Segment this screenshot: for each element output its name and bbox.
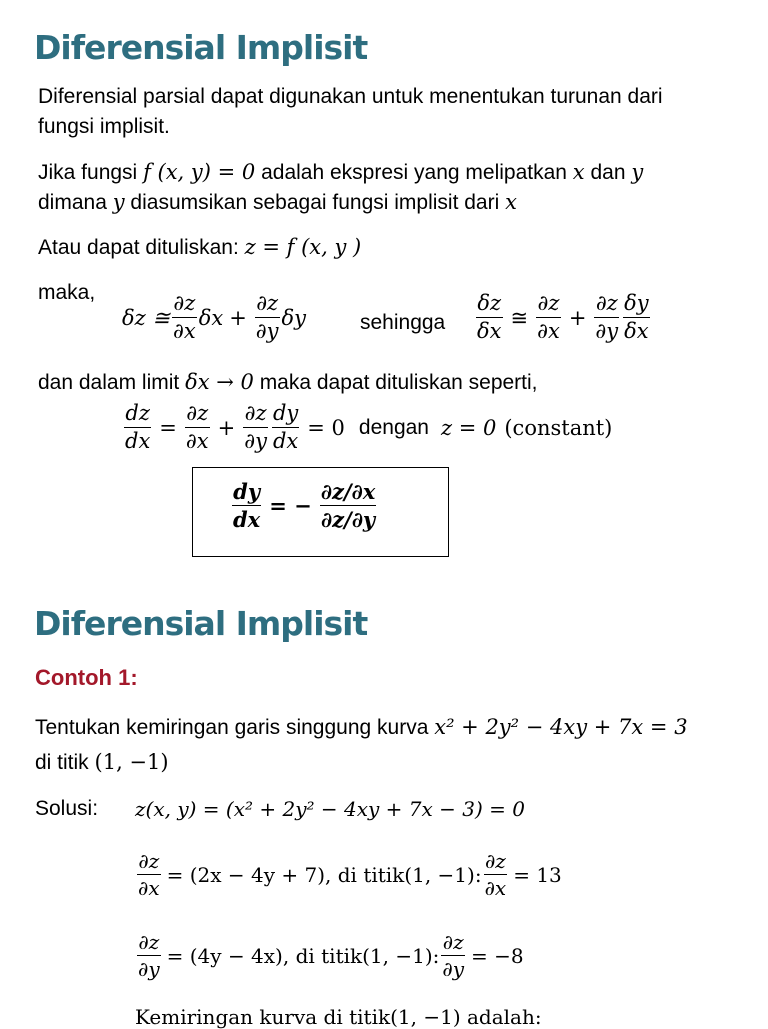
- numerator: ∂z: [138, 930, 160, 954]
- paragraph-line: Diferensial parsial dapat digunakan untuk menentukan turunan dari: [38, 85, 663, 108]
- text: diasumsikan sebagai fungsi implisit dari: [124, 191, 506, 214]
- partial-x-value: = 13: [513, 862, 562, 887]
- numerator: δy: [624, 291, 649, 315]
- partial-y-expression: = (4y − 4x), di titik(1, −1):: [166, 943, 440, 968]
- slide1-title: Diferensial Implisit: [34, 28, 368, 67]
- denominator: ∂x: [172, 319, 196, 344]
- math-delta-y: δy: [281, 305, 307, 330]
- math-x: x: [505, 190, 517, 214]
- math-z-zero: z = 0: [440, 415, 497, 440]
- math-limit: δx → 0: [185, 370, 254, 394]
- constant-label: (constant): [504, 415, 613, 440]
- sehingga-label: sehingga: [360, 311, 446, 334]
- solution-equation: z(x, y) = (x² + 2y² − 4xy + 7x − 3) = 0: [135, 797, 525, 821]
- math-y: y: [631, 160, 644, 184]
- numerator: ∂z: [186, 401, 209, 425]
- math-f-xy: f (x, y) = 0: [143, 160, 256, 184]
- denominator: ∂x: [138, 876, 160, 900]
- question-line: [35, 715, 688, 740]
- partial-x-row: [135, 850, 562, 899]
- denominator: ∂z/∂y: [320, 507, 376, 533]
- math-x: x: [572, 160, 585, 184]
- equals-sign: =: [159, 415, 177, 440]
- plus-sign: +: [217, 415, 236, 440]
- numerator: ∂z: [138, 849, 160, 873]
- question-line: [35, 750, 169, 775]
- paragraph-line-function: [38, 160, 643, 185]
- denominator: ∂y: [138, 957, 160, 981]
- text: adalah ekspresi yang melipatkan: [255, 161, 573, 184]
- chain-rule-equation: [122, 402, 612, 453]
- math-y: y: [112, 190, 125, 214]
- fraction-dz-dy: [594, 292, 619, 343]
- denominator: dx: [272, 429, 299, 454]
- math-point: (1, −1): [94, 750, 169, 774]
- fraction-dy-dx: [272, 402, 299, 453]
- slide2-title: Diferensial Implisit: [34, 604, 368, 643]
- math-z-eq: z = f (x, y ): [244, 235, 362, 259]
- math-dz-approx: δz ≅: [122, 305, 170, 330]
- fraction-dz-dy: [243, 402, 268, 453]
- numerator: ∂z/∂x: [320, 479, 376, 504]
- math-delta-x: δx: [198, 305, 224, 330]
- denominator: dx: [125, 429, 151, 454]
- fraction-delta-z-delta-x: [476, 292, 503, 343]
- partial-y-value: = −8: [471, 943, 524, 968]
- numerator: ∂z: [484, 849, 506, 873]
- paragraph-line: fungsi implisit.: [38, 115, 170, 138]
- numerator: dz: [125, 401, 150, 425]
- text: dan dalam limit: [38, 371, 186, 394]
- denominator: ∂y: [442, 957, 465, 981]
- dengan-label: dengan: [358, 415, 429, 439]
- denominator: ∂y: [595, 319, 619, 344]
- text: Tentukan kemiringan garis singgung kurva: [35, 716, 435, 739]
- text: Jika fungsi: [38, 161, 144, 184]
- fraction-dz-dy: [137, 931, 161, 980]
- math-curve: x² + 2y² − 4xy + 7x = 3: [434, 715, 688, 739]
- denominator: ∂x: [185, 429, 209, 454]
- slope-statement: Kemiringan kurva di titik(1, −1) adalah:: [135, 1005, 542, 1029]
- denominator: ∂y: [244, 429, 267, 454]
- denominator: δx: [624, 319, 649, 344]
- denominator: ∂x: [537, 319, 560, 344]
- denominator: dx: [233, 507, 261, 533]
- denominator: ∂y: [255, 319, 279, 344]
- numerator: ∂z: [442, 930, 464, 954]
- text: maka dapat dituliskan seperti,: [253, 371, 538, 394]
- approx-sign: ≅: [510, 305, 529, 330]
- numerator: ∂z: [173, 291, 196, 315]
- fraction-dz-dy: [255, 292, 280, 343]
- ratio-equation: [474, 292, 652, 343]
- paragraph-line-z: [38, 235, 361, 260]
- fraction-dz-dx: [536, 292, 561, 343]
- maka-label: maka,: [38, 281, 96, 304]
- fraction-dz-dx: [185, 402, 210, 453]
- numerator: ∂z: [256, 291, 279, 315]
- example-heading: Contoh 1:: [35, 665, 138, 690]
- paragraph-line-limit: [38, 370, 538, 395]
- partial-y-row: [135, 931, 524, 980]
- fraction-dz-dx-total: [124, 402, 151, 453]
- denominator: ∂x: [484, 876, 507, 900]
- total-differential-equation: [122, 292, 306, 343]
- plus-sign: +: [568, 305, 587, 330]
- fraction-dz-dx: [137, 850, 161, 899]
- implicit-derivative-formula: [230, 480, 378, 531]
- equals-minus: = −: [269, 493, 312, 519]
- plus-sign: +: [229, 305, 247, 330]
- partial-x-expression: = (2x − 4y + 7), di titik(1, −1):: [166, 862, 482, 887]
- fraction-dz-dx: [172, 292, 197, 343]
- numerator: ∂z: [244, 401, 267, 425]
- text: dimana: [38, 191, 113, 214]
- fraction-dy-dx: [232, 480, 261, 531]
- denominator: δx: [477, 319, 502, 344]
- solution-label: Solusi:: [35, 797, 99, 820]
- fraction-delta-y-delta-x: [623, 292, 650, 343]
- fraction-partials: [320, 480, 377, 531]
- fraction-dz-dy: [441, 931, 465, 980]
- text: di titik: [35, 751, 95, 774]
- numerator: dy: [233, 479, 261, 504]
- text: dan: [584, 161, 632, 184]
- equals-zero: = 0: [307, 415, 345, 440]
- text: Atau dapat dituliskan:: [38, 236, 245, 259]
- numerator: ∂z: [537, 291, 560, 315]
- numerator: dy: [272, 401, 299, 425]
- fraction-dz-dx: [484, 850, 508, 899]
- numerator: ∂z: [595, 291, 618, 315]
- numerator: δz: [477, 291, 502, 315]
- paragraph-line-implicit: [38, 190, 517, 215]
